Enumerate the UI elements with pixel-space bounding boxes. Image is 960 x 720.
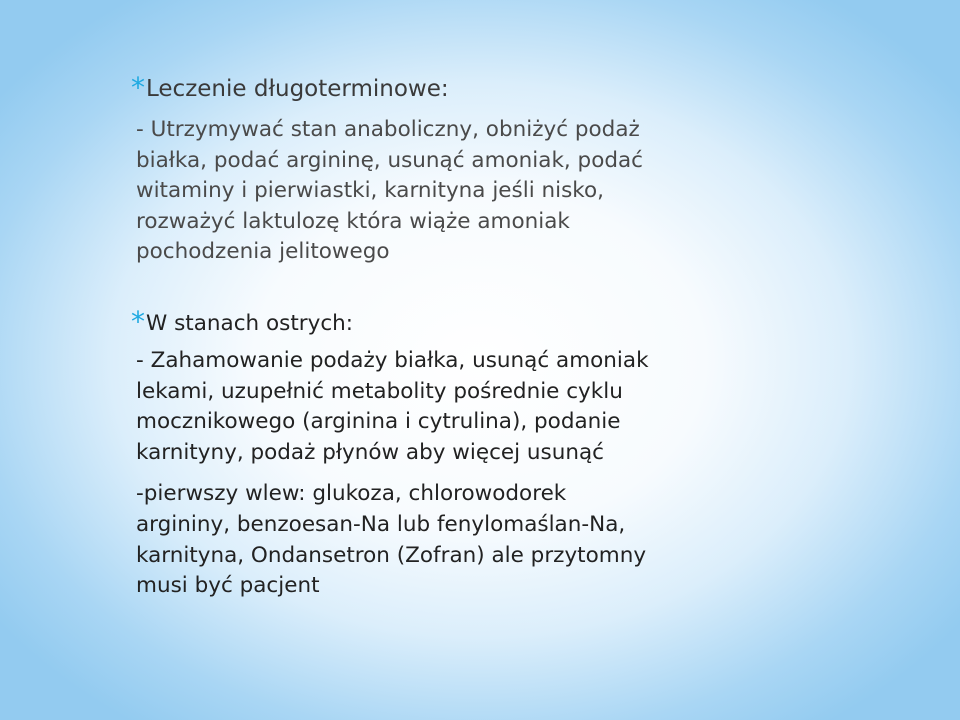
section1-heading-text: Leczenie długoterminowe: [146,76,449,102]
slide-content [131,71,916,602]
section1-body: - Utrzymywać stan anaboliczny, obniżyć podaż białka, podać argininę, usunąć amoniak, podać witaminy i pierwiastki, karnityna jeśli nisko, rozważyć laktulozę która wiąże amoniak pochodzenia jelitowego [136,117,644,265]
section2-body: - Zahamowanie podaży białka, usunąć amoniak lekami, uzupełnić metabolity pośrednie cyklu mocznikowego (arginina i cytrulina), podanie karnityny, podaż płynów aby więcej usunąć [136,347,649,465]
bullet-star-icon: * [131,304,145,338]
section2-body-infusion: -pierwszy wlew: glukoza, chlorowodorek argininy, benzoesan-Na lub fenylomaślan-Na, karnityna, Ondansetron (Zofran) ale przytomny musi być pacjent [136,481,647,599]
section2-heading-text: W stanach ostrych: [146,310,354,336]
bullet-star-icon: * [131,71,145,104]
section2-heading [131,306,916,340]
section1-heading [131,72,916,105]
